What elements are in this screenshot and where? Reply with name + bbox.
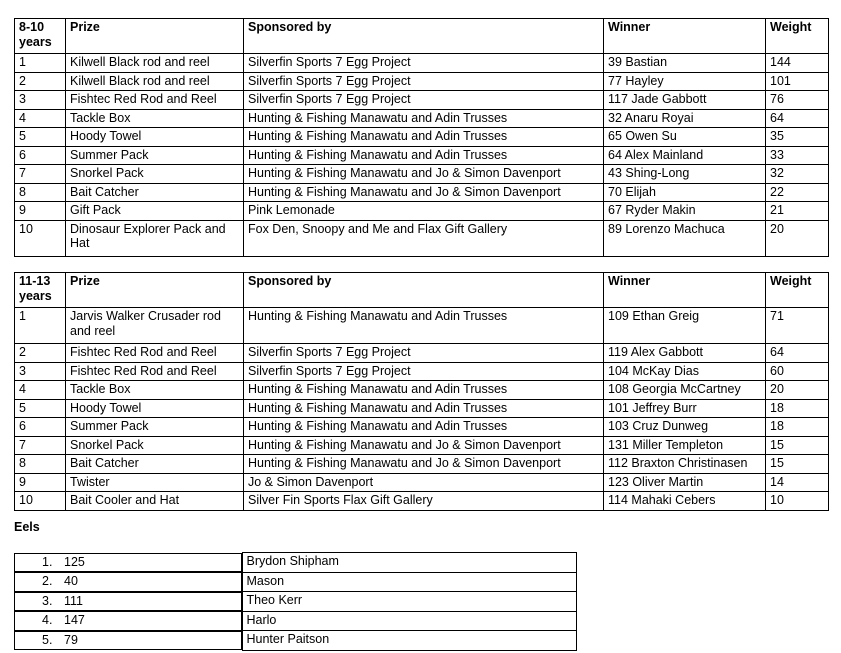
prize-header: Prize	[66, 273, 244, 308]
sponsor-cell: Hunting & Fishing Manawatu and Jo & Simon Davenport	[244, 165, 604, 184]
place-cell: 6	[15, 418, 66, 437]
winner-cell: 65 Owen Su	[604, 128, 766, 147]
prize-header: Prize	[66, 19, 244, 54]
header-row	[15, 19, 829, 54]
eels-section-heading: Eels	[14, 520, 40, 534]
weight-cell: 64	[766, 109, 829, 128]
place-cell: 2	[15, 344, 66, 363]
winner-cell: 108 Georgia McCartney	[604, 381, 766, 400]
table-row	[15, 165, 829, 184]
eels-weight-cell	[14, 572, 242, 592]
list-number: 1.	[42, 554, 53, 569]
place-cell: 3	[15, 362, 66, 381]
table-row	[15, 54, 829, 73]
eels-row	[14, 611, 576, 631]
winner-cell: 39 Bastian	[604, 54, 766, 73]
sponsor-cell: Hunting & Fishing Manawatu and Adin Trusses	[244, 399, 604, 418]
place-cell: 10	[15, 220, 66, 256]
weight-cell: 18	[766, 399, 829, 418]
weight-cell: 20	[766, 381, 829, 400]
table-row	[15, 91, 829, 110]
eels-results-table	[14, 552, 577, 651]
table-row	[15, 418, 829, 437]
sponsor-cell: Silverfin Sports 7 Egg Project	[244, 54, 604, 73]
table-row	[15, 183, 829, 202]
eel-weight-value: 147	[64, 613, 85, 627]
sponsor-cell: Hunting & Fishing Manawatu and Adin Trusses	[244, 109, 604, 128]
sponsor-cell: Silverfin Sports 7 Egg Project	[244, 72, 604, 91]
place-cell: 9	[15, 202, 66, 221]
weight-cell: 15	[766, 436, 829, 455]
sponsor-cell: Silverfin Sports 7 Egg Project	[244, 344, 604, 363]
eels-name-cell: Brydon Shipham	[242, 553, 576, 573]
place-cell: 5	[15, 399, 66, 418]
place-cell: 5	[15, 128, 66, 147]
winner-cell: 114 Mahaki Cebers	[604, 492, 766, 511]
weight-cell: 35	[766, 128, 829, 147]
prize-cell: Bait Catcher	[66, 455, 244, 474]
sponsor-cell: Silverfin Sports 7 Egg Project	[244, 362, 604, 381]
prize-cell: Twister	[66, 473, 244, 492]
table-row	[15, 220, 829, 256]
table-row	[15, 72, 829, 91]
prize-cell: Summer Pack	[66, 418, 244, 437]
weight-cell: 76	[766, 91, 829, 110]
place-cell: 3	[15, 91, 66, 110]
prize-table-11-13-years	[14, 272, 829, 511]
sponsor-cell: Silverfin Sports 7 Egg Project	[244, 91, 604, 110]
place-cell: 10	[15, 492, 66, 511]
age-group-header: 11-13 years	[15, 273, 66, 308]
eel-weight-value: 125	[64, 554, 85, 569]
prize-cell: Dinosaur Explorer Pack and Hat	[66, 220, 244, 256]
weight-cell: 18	[766, 418, 829, 437]
list-number: 4.	[42, 613, 53, 627]
place-cell: 4	[15, 381, 66, 400]
prize-cell: Tackle Box	[66, 109, 244, 128]
sponsor-cell: Hunting & Fishing Manawatu and Adin Trusses	[244, 128, 604, 147]
winner-cell: 112 Braxton Christinasen	[604, 455, 766, 474]
prize-cell: Kilwell Black rod and reel	[66, 54, 244, 73]
sponsor-cell: Hunting & Fishing Manawatu and Jo & Simon Davenport	[244, 183, 604, 202]
weight-cell: 14	[766, 473, 829, 492]
weight-cell: 71	[766, 308, 829, 344]
place-cell: 8	[15, 183, 66, 202]
winner-cell: 32 Anaru Royai	[604, 109, 766, 128]
weight-header: Weight	[766, 19, 829, 54]
prize-cell: Snorkel Pack	[66, 165, 244, 184]
eels-name-cell: Harlo	[242, 611, 576, 631]
prize-cell: Fishtec Red Rod and Reel	[66, 362, 244, 381]
place-cell: 4	[15, 109, 66, 128]
prize-cell: Kilwell Black rod and reel	[66, 72, 244, 91]
header-row	[15, 273, 829, 308]
place-cell: 6	[15, 146, 66, 165]
eels-weight-cell	[14, 553, 242, 573]
sponsor-cell: Hunting & Fishing Manawatu and Adin Trusses	[244, 418, 604, 437]
table-row	[15, 146, 829, 165]
table-row	[15, 344, 829, 363]
winner-cell: 119 Alex Gabbott	[604, 344, 766, 363]
sponsor-cell: Pink Lemonade	[244, 202, 604, 221]
eels-row	[14, 631, 576, 651]
winner-cell: 67 Ryder Makin	[604, 202, 766, 221]
eels-weight-cell	[14, 592, 242, 612]
prize-cell: Gift Pack	[66, 202, 244, 221]
eels-name-cell: Mason	[242, 572, 576, 592]
place-cell: 7	[15, 436, 66, 455]
table-row	[15, 399, 829, 418]
eels-row	[14, 572, 576, 592]
prize-cell: Hoody Towel	[66, 399, 244, 418]
sponsor-cell: Hunting & Fishing Manawatu and Adin Trusses	[244, 146, 604, 165]
prize-cell: Tackle Box	[66, 381, 244, 400]
table-row	[15, 473, 829, 492]
table-row	[15, 455, 829, 474]
sponsor-cell: Hunting & Fishing Manawatu and Adin Trusses	[244, 381, 604, 400]
table-row	[15, 308, 829, 344]
prize-cell: Fishtec Red Rod and Reel	[66, 344, 244, 363]
weight-cell: 101	[766, 72, 829, 91]
winner-cell: 101 Jeffrey Burr	[604, 399, 766, 418]
weight-cell: 22	[766, 183, 829, 202]
winner-cell: 77 Hayley	[604, 72, 766, 91]
weight-cell: 15	[766, 455, 829, 474]
prize-cell: Bait Catcher	[66, 183, 244, 202]
place-cell: 1	[15, 54, 66, 73]
winner-cell: 109 Ethan Greig	[604, 308, 766, 344]
weight-cell: 64	[766, 344, 829, 363]
sponsor-cell: Hunting & Fishing Manawatu and Jo & Simon Davenport	[244, 455, 604, 474]
eel-weight-value: 111	[64, 593, 84, 608]
age-group-header: 8-10 years	[15, 19, 66, 54]
sponsor-cell: Silver Fin Sports Flax Gift Gallery	[244, 492, 604, 511]
place-cell: 7	[15, 165, 66, 184]
table-row	[15, 362, 829, 381]
sponsor-header: Sponsored by	[244, 273, 604, 308]
table-row	[15, 436, 829, 455]
winner-cell: 64 Alex Mainland	[604, 146, 766, 165]
sponsor-cell: Hunting & Fishing Manawatu and Adin Trusses	[244, 308, 604, 344]
place-cell: 1	[15, 308, 66, 344]
weight-cell: 144	[766, 54, 829, 73]
weight-cell: 60	[766, 362, 829, 381]
prize-cell: Summer Pack	[66, 146, 244, 165]
winner-cell: 117 Jade Gabbott	[604, 91, 766, 110]
weight-cell: 21	[766, 202, 829, 221]
winner-header: Winner	[604, 19, 766, 54]
weight-header: Weight	[766, 273, 829, 308]
eels-row	[14, 553, 576, 573]
place-cell: 9	[15, 473, 66, 492]
winner-cell: 89 Lorenzo Machuca	[604, 220, 766, 256]
eels-weight-cell	[14, 631, 242, 651]
table-row	[15, 109, 829, 128]
eel-weight-value: 79	[64, 632, 78, 647]
eel-weight-value: 40	[64, 574, 78, 588]
winner-header: Winner	[604, 273, 766, 308]
winner-cell: 70 Elijah	[604, 183, 766, 202]
table-row	[15, 202, 829, 221]
table-row	[15, 128, 829, 147]
prize-table-8-10-years	[14, 18, 829, 257]
winner-cell: 103 Cruz Dunweg	[604, 418, 766, 437]
prize-cell: Snorkel Pack	[66, 436, 244, 455]
winner-cell: 123 Oliver Martin	[604, 473, 766, 492]
prize-cell: Hoody Towel	[66, 128, 244, 147]
weight-cell: 33	[766, 146, 829, 165]
eels-name-cell: Theo Kerr	[242, 592, 576, 612]
list-number: 3.	[42, 593, 53, 608]
eels-row	[14, 592, 576, 612]
prize-cell: Bait Cooler and Hat	[66, 492, 244, 511]
list-number: 2.	[42, 574, 53, 588]
weight-cell: 10	[766, 492, 829, 511]
eels-name-cell: Hunter Paitson	[242, 631, 576, 651]
winner-cell: 131 Miller Templeton	[604, 436, 766, 455]
table-row	[15, 492, 829, 511]
sponsor-cell: Jo & Simon Davenport	[244, 473, 604, 492]
prize-cell: Jarvis Walker Crusader rod and reel	[66, 308, 244, 344]
prize-cell: Fishtec Red Rod and Reel	[66, 91, 244, 110]
winner-cell: 104 McKay Dias	[604, 362, 766, 381]
eels-weight-cell	[14, 611, 242, 631]
table-row	[15, 381, 829, 400]
winner-cell: 43 Shing-Long	[604, 165, 766, 184]
weight-cell: 20	[766, 220, 829, 256]
sponsor-cell: Hunting & Fishing Manawatu and Jo & Simon Davenport	[244, 436, 604, 455]
weight-cell: 32	[766, 165, 829, 184]
list-number: 5.	[42, 632, 53, 647]
place-cell: 2	[15, 72, 66, 91]
sponsor-cell: Fox Den, Snoopy and Me and Flax Gift Gallery	[244, 220, 604, 256]
sponsor-header: Sponsored by	[244, 19, 604, 54]
place-cell: 8	[15, 455, 66, 474]
